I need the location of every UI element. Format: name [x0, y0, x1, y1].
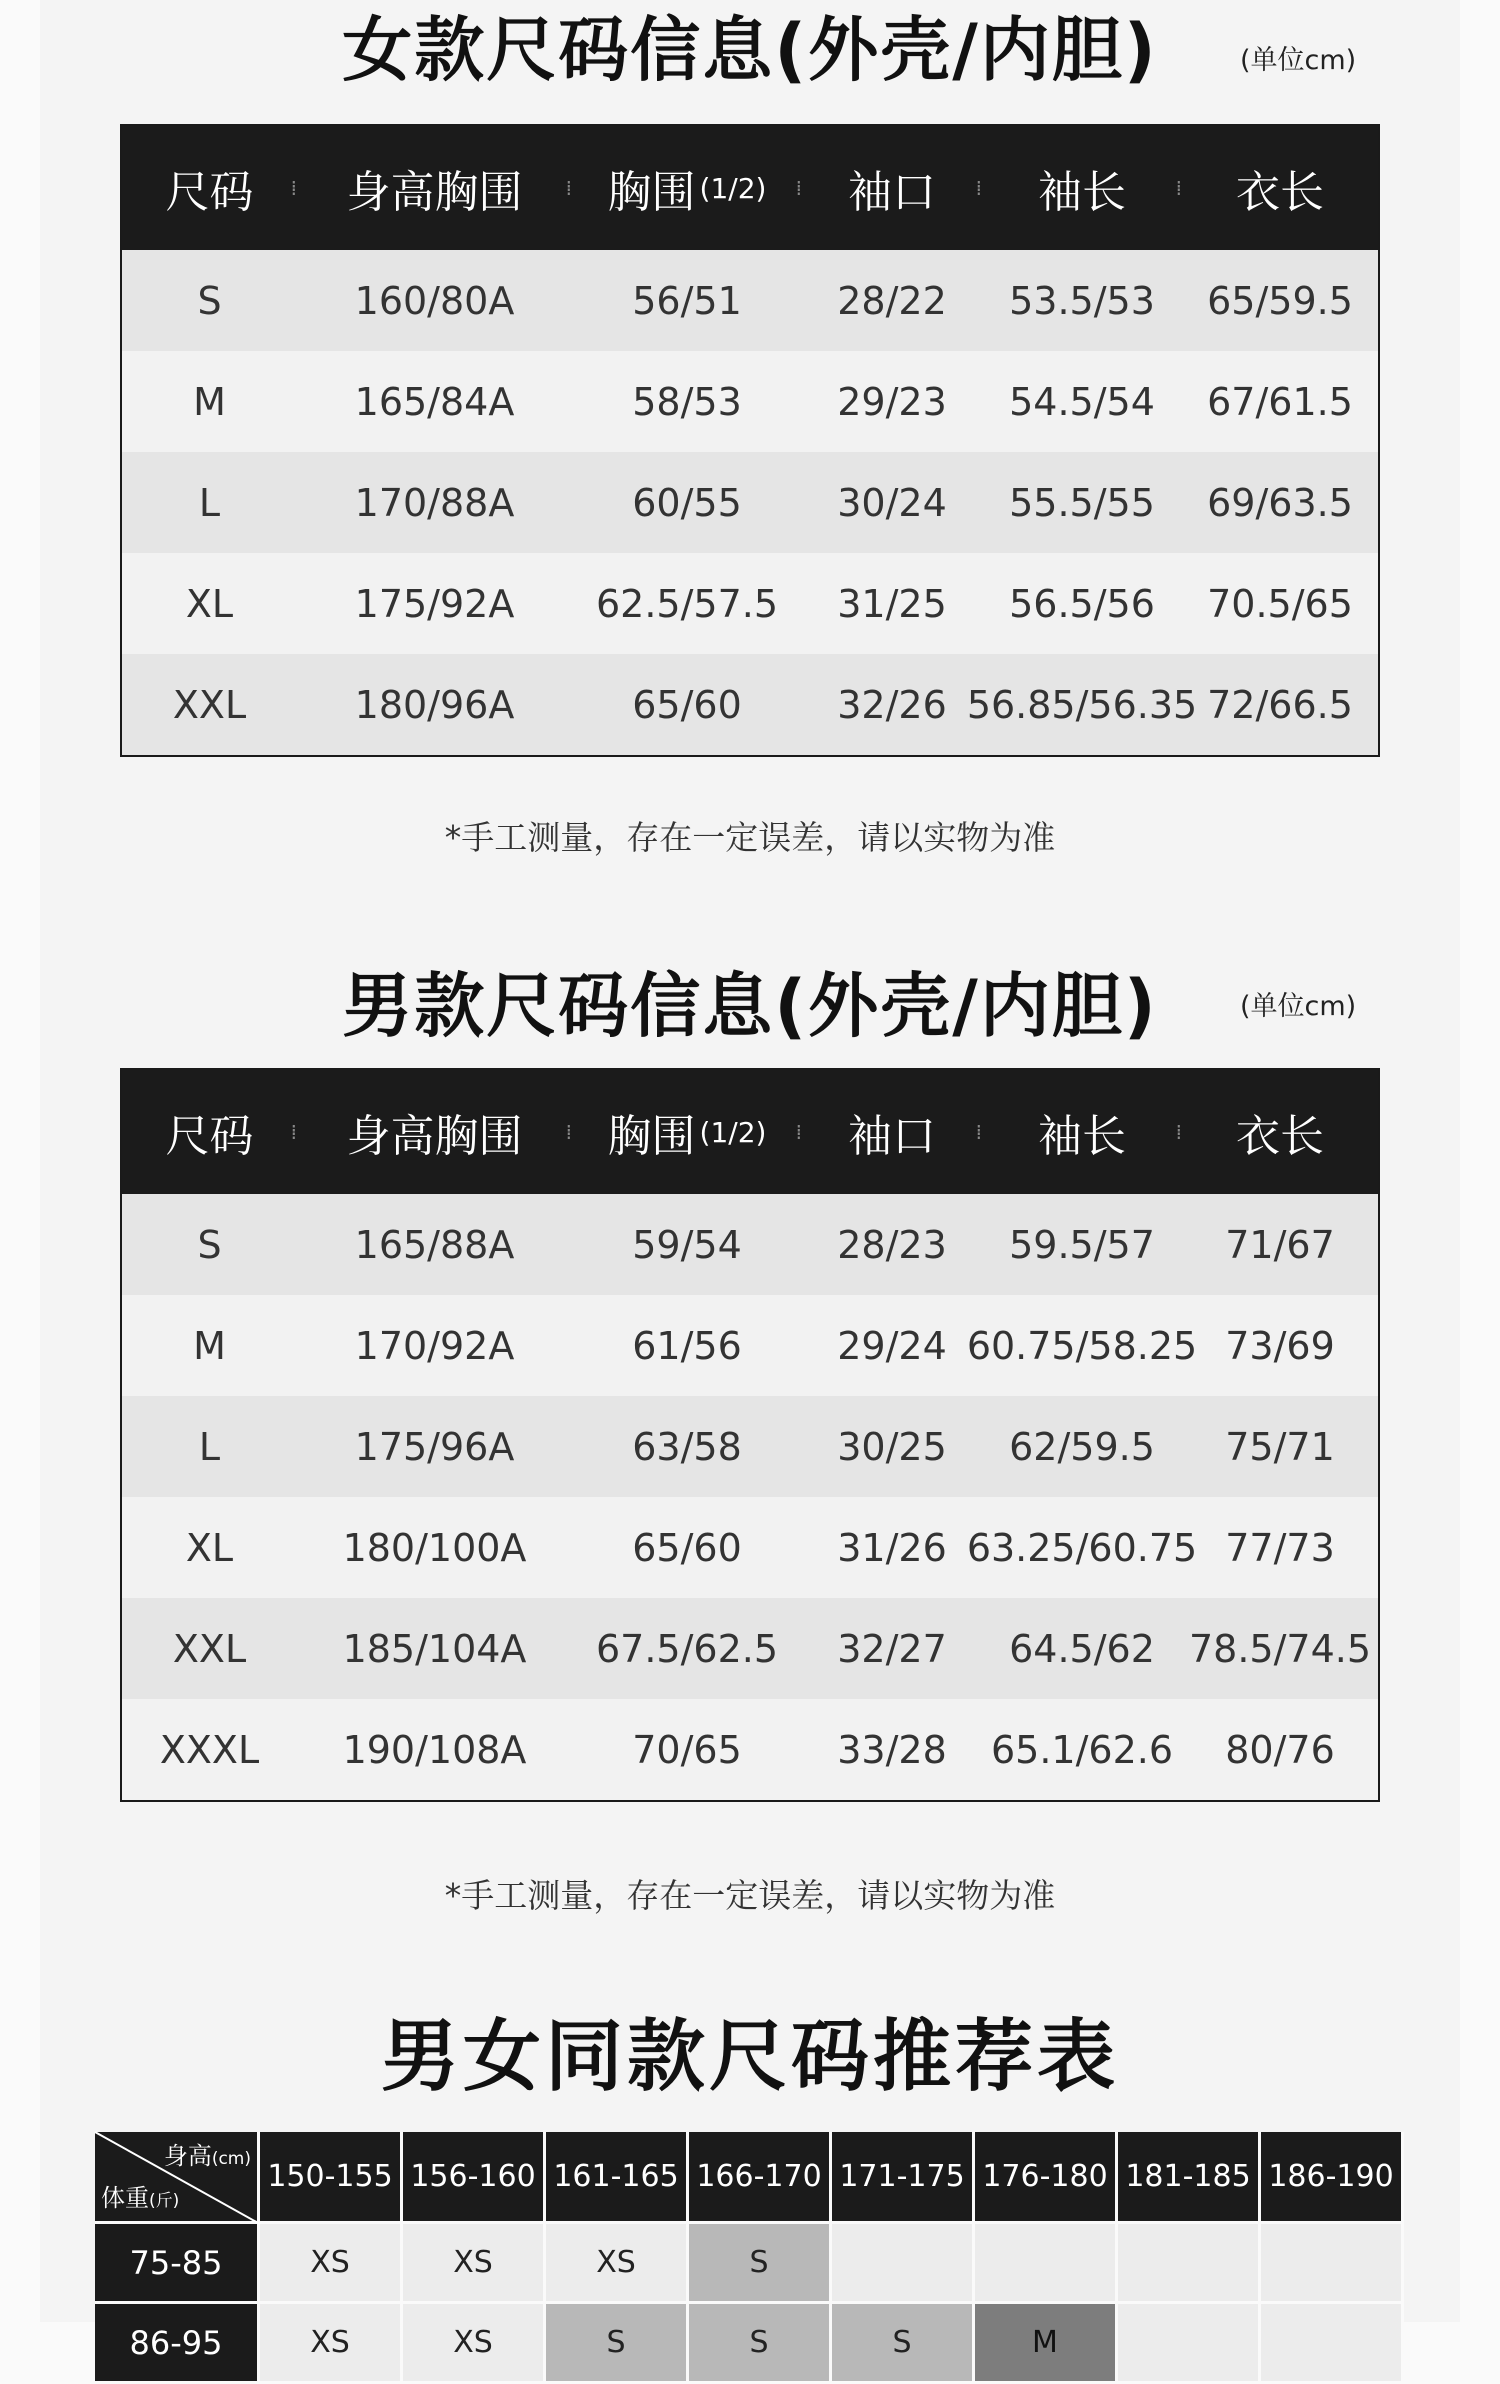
- men-table-cell: L: [198, 1424, 221, 1469]
- men-header-label: 胸围: [607, 1111, 696, 1162]
- recommend-row: [95, 2224, 1405, 2304]
- corner-height-unit: (cm): [211, 2149, 251, 2169]
- recommend-height-header: 181-185: [1118, 2132, 1261, 2224]
- men-header-cell: [1182, 1070, 1378, 1194]
- column-separator: ⁞: [1175, 176, 1182, 200]
- men-header-cell: [802, 1070, 982, 1194]
- men-header-label: 身高胸围: [346, 1111, 523, 1162]
- men-header-label: 尺码: [165, 1111, 254, 1162]
- recommend-height-header: 150-155: [260, 2132, 403, 2224]
- men-table-cell: 165/88A: [354, 1222, 515, 1267]
- men-table-row: [122, 1295, 1378, 1396]
- women-table-cell: 28/22: [837, 278, 947, 323]
- women-table-cell: 56.5/56: [1009, 581, 1155, 626]
- recommend-size-cell: S: [546, 2304, 689, 2384]
- recommend-height-header: 171-175: [832, 2132, 975, 2224]
- men-table-cell: 59.5/57: [1009, 1222, 1155, 1267]
- recommend-size-cell: [1118, 2224, 1261, 2304]
- women-table-cell: XL: [185, 581, 234, 626]
- men-header-cell: [572, 1070, 802, 1194]
- corner-weight-text: 体重: [101, 2184, 149, 2212]
- recommend-size-cell: S: [689, 2304, 832, 2384]
- men-table-cell: 29/24: [837, 1323, 947, 1368]
- recommend-table: [95, 2132, 1405, 2384]
- women-header-cell: [1182, 126, 1378, 250]
- recommend-size-cell: M: [975, 2304, 1118, 2384]
- recommend-size-cell: [1261, 2304, 1404, 2384]
- women-table-cell: 31/25: [837, 581, 947, 626]
- men-table-cell: 30/25: [837, 1424, 947, 1469]
- men-table-cell: 71/67: [1225, 1222, 1335, 1267]
- women-header-cell: [982, 126, 1182, 250]
- men-table-cell: XXXL: [159, 1727, 260, 1772]
- women-unit-label: (单位cm): [1240, 45, 1357, 76]
- recommend-corner-cell: [95, 2132, 260, 2224]
- women-header-label: 袖口: [848, 167, 936, 218]
- women-size-table: [120, 124, 1380, 757]
- men-table-cell: 28/23: [837, 1222, 947, 1267]
- women-header-cell: [122, 126, 297, 250]
- men-header-label: 衣长: [1236, 1111, 1324, 1162]
- men-table-cell: 170/92A: [354, 1323, 515, 1368]
- men-table-row: [122, 1699, 1378, 1800]
- men-measure-note: *手工测量，存在一定误差，请以实物为准: [444, 1876, 1056, 1915]
- women-measure-note: *手工测量，存在一定误差，请以实物为准: [444, 818, 1056, 857]
- women-header-label: 身高胸围: [346, 167, 523, 218]
- recommend-size-cell: [1118, 2304, 1261, 2384]
- women-table-cell: 58/53: [632, 379, 742, 424]
- men-table-cell: 32/27: [837, 1626, 947, 1671]
- men-table-row: [122, 1396, 1378, 1497]
- men-table-cell: 31/26: [837, 1525, 947, 1570]
- men-table-cell: 73/69: [1225, 1323, 1335, 1368]
- recommend-height-header: 156-160: [403, 2132, 546, 2224]
- women-header-label: 胸围: [607, 167, 696, 218]
- column-separator: ⁞: [290, 1120, 297, 1144]
- women-table-cell: 53.5/53: [1009, 278, 1155, 323]
- men-table-cell: 75/71: [1225, 1424, 1335, 1469]
- men-table-cell: 67.5/62.5: [595, 1626, 779, 1671]
- recommend-size-cell: [832, 2224, 975, 2304]
- men-table-cell: 33/28: [837, 1727, 947, 1772]
- men-table-row: [122, 1598, 1378, 1699]
- recommend-size-cell: XS: [403, 2224, 546, 2304]
- women-table-cell: 72/66.5: [1207, 682, 1353, 727]
- recommend-height-header: 166-170: [689, 2132, 832, 2224]
- women-table-header: [122, 126, 1378, 250]
- women-header-label: 尺码: [165, 167, 254, 218]
- women-table-cell: L: [198, 480, 221, 525]
- men-size-title: 男款尺码信息(外壳/内胆): [342, 965, 1158, 1047]
- men-table-cell: 63/58: [632, 1424, 742, 1469]
- men-table-cell: 63.25/60.75: [966, 1525, 1198, 1570]
- women-header-label: 袖长: [1038, 167, 1126, 218]
- men-table-cell: 61/56: [632, 1323, 742, 1368]
- men-header-cell: [122, 1070, 297, 1194]
- men-table-cell: 190/108A: [342, 1727, 527, 1772]
- women-table-cell: 56/51: [632, 278, 742, 323]
- women-header-sublabel: (1/2): [699, 171, 767, 205]
- men-table-cell: 175/96A: [354, 1424, 515, 1469]
- men-header-cell: [297, 1070, 572, 1194]
- men-table-cell: 77/73: [1225, 1525, 1335, 1570]
- column-separator: ⁞: [565, 1120, 572, 1144]
- men-table-row: [122, 1497, 1378, 1598]
- women-table-cell: 30/24: [837, 480, 947, 525]
- women-table-row: [122, 452, 1378, 553]
- column-separator: ⁞: [1175, 1120, 1182, 1144]
- women-header-label: 衣长: [1236, 167, 1324, 218]
- men-table-cell: 65/60: [632, 1525, 742, 1570]
- recommend-size-cell: [975, 2224, 1118, 2304]
- recommend-weight-cell: 86-95: [95, 2304, 260, 2384]
- men-header-sublabel: (1/2): [699, 1115, 767, 1149]
- women-header-cell: [572, 126, 802, 250]
- women-table-cell: 65/59.5: [1207, 278, 1353, 323]
- column-separator: ⁞: [795, 176, 802, 200]
- women-table-cell: 29/23: [837, 379, 947, 424]
- women-table-row: [122, 351, 1378, 452]
- recommend-height-header: 176-180: [975, 2132, 1118, 2224]
- corner-height-text: 身高: [163, 2142, 212, 2170]
- recommend-size-cell: XS: [260, 2224, 403, 2304]
- women-table-cell: 54.5/54: [1009, 379, 1155, 424]
- women-table-cell: 70.5/65: [1207, 581, 1353, 626]
- men-table-header: [122, 1070, 1378, 1194]
- men-table-cell: 185/104A: [342, 1626, 527, 1671]
- recommend-size-cell: S: [832, 2304, 975, 2384]
- corner-height-label: [164, 2136, 251, 2171]
- men-header-label: 袖长: [1038, 1111, 1126, 1162]
- women-table-cell: 56.85/56.35: [966, 682, 1198, 727]
- women-table-cell: 60/55: [632, 480, 742, 525]
- recommend-height-header: 186-190: [1261, 2132, 1404, 2224]
- women-table-cell: 67/61.5: [1207, 379, 1353, 424]
- women-header-cell: [297, 126, 572, 250]
- recommend-height-header: 161-165: [546, 2132, 689, 2224]
- recommend-header-row: [95, 2132, 1405, 2224]
- men-table-cell: 80/76: [1225, 1727, 1335, 1772]
- women-table-row: [122, 250, 1378, 351]
- men-table-cell: 59/54: [632, 1222, 742, 1267]
- men-table-cell: S: [197, 1222, 222, 1267]
- women-header-cell: [802, 126, 982, 250]
- men-header-cell: [982, 1070, 1182, 1194]
- men-unit-label: (单位cm): [1240, 991, 1357, 1022]
- women-table-cell: 32/26: [837, 682, 947, 727]
- recommend-title: 男女同款尺码推荐表: [380, 2012, 1119, 2102]
- recommend-weight-cell: 75-85: [95, 2224, 260, 2304]
- women-table-cell: 62.5/57.5: [595, 581, 779, 626]
- men-table-cell: 60.75/58.25: [966, 1323, 1198, 1368]
- recommend-size-cell: XS: [546, 2224, 689, 2304]
- men-table-cell: M: [193, 1323, 226, 1368]
- men-table-cell: XL: [185, 1525, 234, 1570]
- men-header-label: 袖口: [848, 1111, 936, 1162]
- column-separator: ⁞: [795, 1120, 802, 1144]
- men-table-cell: 78.5/74.5: [1188, 1626, 1372, 1671]
- men-table-cell: XXL: [172, 1626, 247, 1671]
- column-separator: ⁞: [290, 176, 297, 200]
- women-table-cell: 69/63.5: [1207, 480, 1353, 525]
- men-table-cell: 70/65: [632, 1727, 742, 1772]
- recommend-size-cell: XS: [403, 2304, 546, 2384]
- women-table-cell: 55.5/55: [1009, 480, 1155, 525]
- women-table-cell: S: [197, 278, 222, 323]
- corner-weight-label: [101, 2178, 179, 2213]
- men-table-cell: 62/59.5: [1009, 1424, 1155, 1469]
- women-table-row: [122, 654, 1378, 755]
- women-table-row: [122, 553, 1378, 654]
- women-table-cell: M: [193, 379, 226, 424]
- column-separator: ⁞: [565, 176, 572, 200]
- women-table-cell: 180/96A: [354, 682, 515, 727]
- recommend-size-cell: [1261, 2224, 1404, 2304]
- men-table-cell: 64.5/62: [1009, 1626, 1155, 1671]
- women-table-cell: XXL: [172, 682, 247, 727]
- women-table-cell: 160/80A: [354, 278, 515, 323]
- corner-weight-unit: (斤): [149, 2191, 180, 2211]
- women-size-title: 女款尺码信息(外壳/内胆): [342, 9, 1158, 91]
- women-table-cell: 175/92A: [354, 581, 515, 626]
- recommend-size-cell: S: [689, 2224, 832, 2304]
- column-separator: ⁞: [975, 1120, 982, 1144]
- men-size-table: [120, 1068, 1380, 1802]
- men-table-row: [122, 1194, 1378, 1295]
- women-table-cell: 65/60: [632, 682, 742, 727]
- women-table-cell: 170/88A: [354, 480, 515, 525]
- recommend-row: [95, 2304, 1405, 2384]
- column-separator: ⁞: [975, 176, 982, 200]
- women-table-cell: 165/84A: [354, 379, 515, 424]
- men-table-cell: 65.1/62.6: [990, 1727, 1174, 1772]
- recommend-size-cell: XS: [260, 2304, 403, 2384]
- men-table-cell: 180/100A: [342, 1525, 527, 1570]
